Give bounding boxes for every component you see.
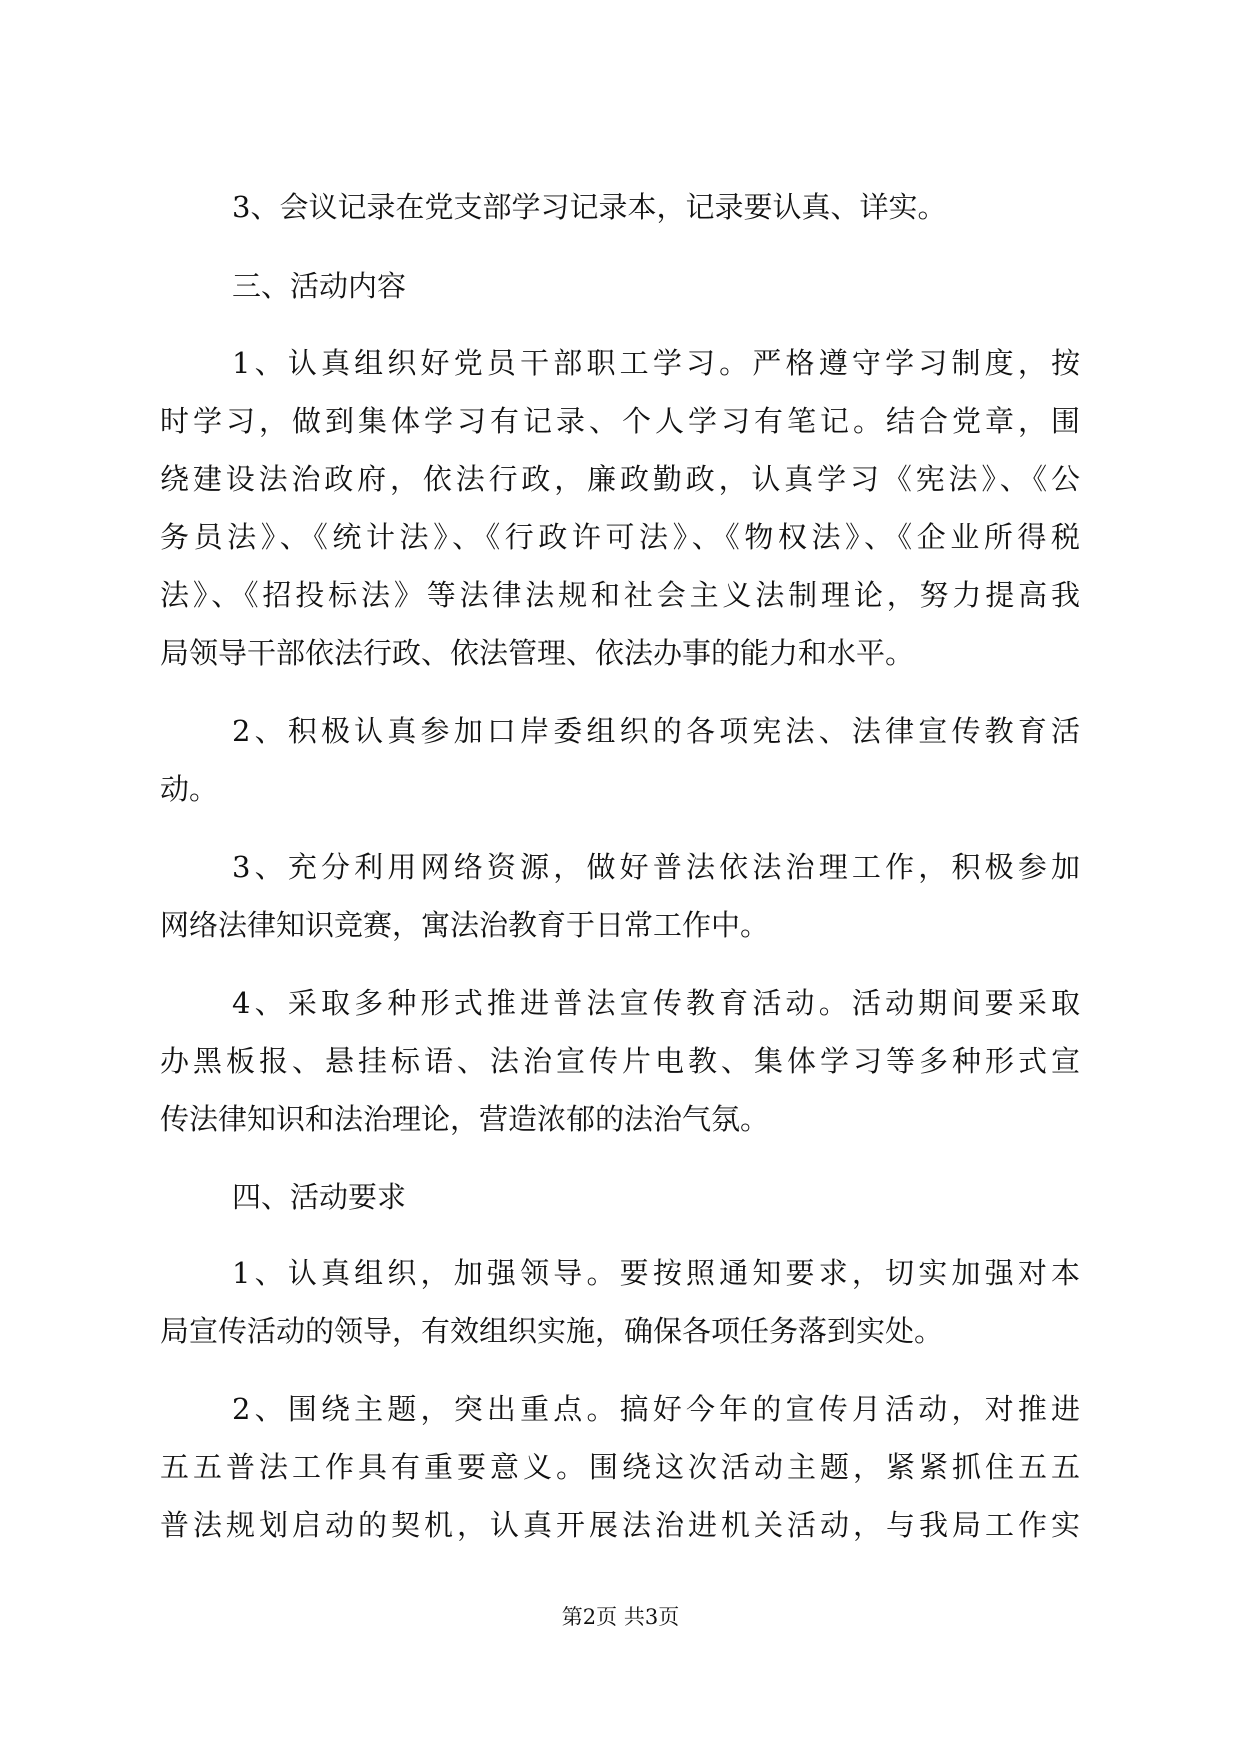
section-heading: 三、活动内容 — [232, 269, 407, 303]
text-line: 局领导干部依法行政、依法管理、依法办事的能力和水平。 — [160, 636, 915, 670]
text-line: 务员法》、《统计法》、《行政许可法》、《物权法》、《企业所得税 — [160, 520, 1080, 554]
text-line: 2、积极认真参加口岸委组织的各项宪法、法律宣传教育活 — [232, 714, 1080, 748]
text-line: 2、围绕主题，突出重点。搞好今年的宣传月活动，对推进 — [232, 1392, 1080, 1426]
text-line: 3、会议记录在党支部学习记录本，记录要认真、详实。 — [232, 190, 947, 224]
text-line: 3、充分利用网络资源，做好普法依法治理工作，积极参加 — [232, 850, 1080, 884]
section-heading: 四、活动要求 — [232, 1180, 407, 1214]
text-line: 网络法律知识竞赛，寓法治教育于日常工作中。 — [160, 908, 770, 942]
page-number-footer: 第2页 共3页 — [561, 1605, 680, 1629]
text-line: 办黑板报、悬挂标语、法治宣传片电教、集体学习等多种形式宣 — [160, 1044, 1080, 1078]
text-line: 局宣传活动的领导，有效组织实施，确保各项任务落到实处。 — [160, 1314, 944, 1348]
text-line: 绕建设法治政府，依法行政，廉政勤政，认真学习《宪法》、《公 — [160, 462, 1080, 496]
text-line: 五五普法工作具有重要意义。围绕这次活动主题，紧紧抓住五五 — [160, 1450, 1080, 1484]
text-line: 传法律知识和法治理论，营造浓郁的法治气氛。 — [160, 1102, 770, 1136]
text-line: 时学习，做到集体学习有记录、个人学习有笔记。结合党章，围 — [160, 404, 1080, 438]
text-line: 法》、《招投标法》等法律法规和社会主义法制理论，努力提高我 — [160, 578, 1080, 612]
text-line: 4、采取多种形式推进普法宣传教育活动。活动期间要采取 — [232, 986, 1080, 1020]
text-line: 动。 — [160, 772, 219, 806]
text-line: 1、认真组织好党员干部职工学习。严格遵守学习制度，按 — [232, 346, 1080, 380]
text-line: 1、认真组织，加强领导。要按照通知要求，切实加强对本 — [232, 1256, 1080, 1290]
text-line: 普法规划启动的契机，认真开展法治进机关活动，与我局工作实 — [160, 1508, 1080, 1542]
